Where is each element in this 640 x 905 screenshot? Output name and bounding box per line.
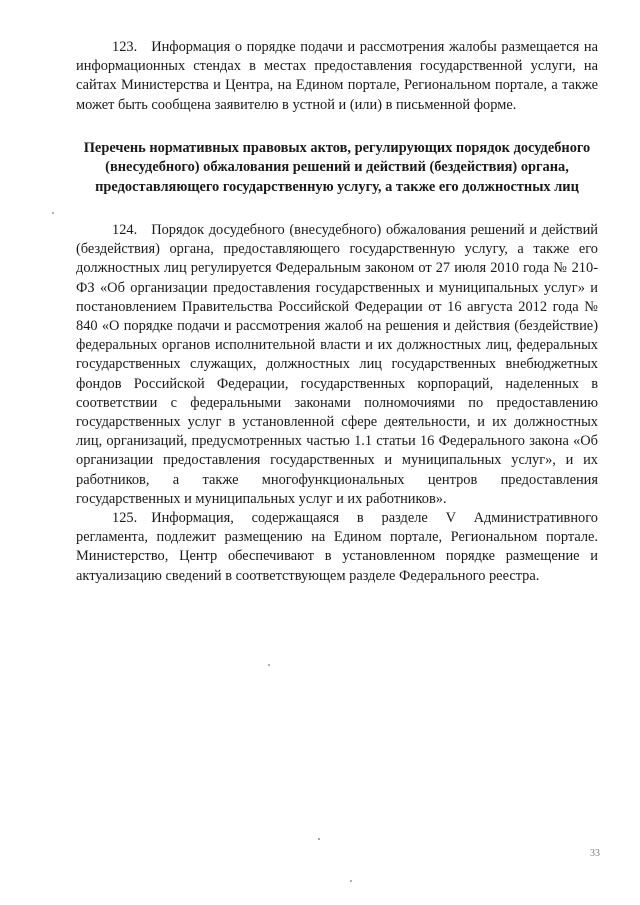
paragraph-number: 123. bbox=[112, 39, 138, 55]
paragraph-text: Информация, содержащаяся в разделе V Административного регламента, подлежит размещению на Едином портале, Региональном портале. Министерство, Центр обеспечивают в установленном порядке размещение и актуализацию сведений в соответствующем разделе Федерального реестра. bbox=[76, 510, 598, 584]
scan-speck bbox=[350, 880, 352, 882]
section-heading: Перечень нормативных правовых актов, регулирующих порядок досудебного (внесудебного) обжалования решений и действий (бездействия) органа, предоставляющего государственную услугу, а также его должностных лиц bbox=[83, 139, 591, 195]
page-number: 33 bbox=[590, 848, 600, 859]
scan-speck bbox=[318, 838, 320, 840]
paragraph-number: 125. bbox=[112, 510, 138, 527]
paragraph-125 bbox=[76, 509, 598, 586]
paragraph-123 bbox=[76, 38, 598, 115]
scan-speck bbox=[268, 664, 270, 666]
document-body bbox=[76, 38, 598, 586]
paragraph-text: Порядок досудебного (внесудебного) обжалования решений и действий (бездействия) органа, предоставляющего государственную услугу, а также его должностных лиц регулируется Федеральным законом от 27 июля 2010 года № 210-ФЗ «Об организации предоставления государственных и муниципальных услуг» и постановлением Правительства Российской Федерации от 16 августа 2012 года № 840 «О порядке подачи и рассмотрения жалоб на решения и действия (бездействие) федеральных органов исполнительной власти и их должностных лиц, федеральных государственных служащих, должностных лиц государственных внебюджетных фондов Российской Федерации, государственных корпораций, наделенных в соответствии с федеральными законами полномочиями по предоставлению государственных услуг в установленной сфере деятельности, и их должностных лиц, организаций, предусмотренных частью 1.1 статьи 16 Федерального закона «Об организации предоставления государственных и муниципальных услуг», и их работников, а также многофункциональных центров предоставления государственных и муниципальных услуг и их работников». bbox=[76, 222, 598, 507]
paragraph-124 bbox=[76, 221, 598, 509]
paragraph-text: Информация о порядке подачи и рассмотрения жалобы размещается на информационных стендах в местах предоставления государственной услуги, на сайтах Министерства и Центра, на Едином портале, Региональном портале, а также может быть сообщена заявителю в устной и (или) в письменной форме. bbox=[76, 39, 598, 113]
paragraph-number: 124. bbox=[112, 222, 138, 239]
scan-speck bbox=[52, 212, 54, 214]
